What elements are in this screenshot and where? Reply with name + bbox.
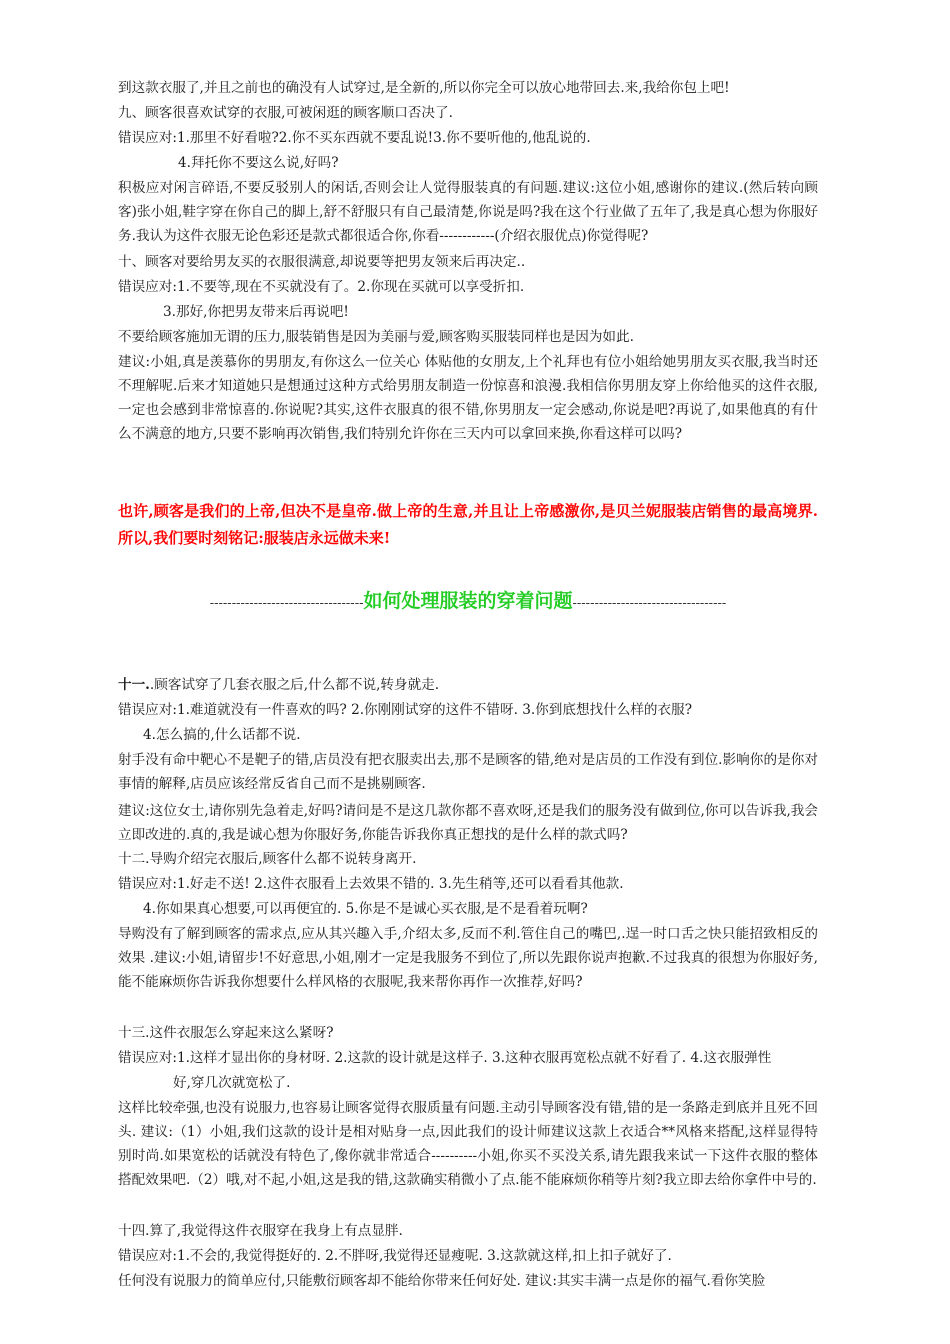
text-paragraph: 建议:这位女士,请你别先急着走,好吗?请问是不是这几款你都不喜欢呀,还是我们的服务没有做到位,你可以告诉我,我会立即改进的.真的,我是诚心想为你服好务,你能告诉我你真正想找的是什么样的款式吗? bbox=[118, 803, 818, 843]
text-line: 不要给顾客施加无谓的压力,服装销售是因为美丽与爱,顾客购买服装同样也是因为如此. bbox=[118, 329, 634, 345]
text-line: 错误应对:1.不会的,我觉得挺好的. 2.不胖呀,我觉得还显瘦呢. 3.这款就这样,扣上扣子就好了. bbox=[118, 1248, 672, 1264]
text-line: 3.那好,你把男友带来后再说吧! bbox=[163, 304, 349, 320]
text-paragraph: 建议:小姐,真是羡慕你的男朋友,有你这么一位关心 体贴他的女朋友,上个礼拜也有位小姐给她男朋友买衣服,我当时还不理解呢.后来才知道她只是想通过这种方式给男朋友制造一份惊喜和浪漫.我相信你男朋友穿上你给他买的这件衣服,一定也会感到非常惊喜的.你说呢?其实,这件衣服真的很不错,你男朋友一定会感动,你说是吧?再说了,如果他真的有什么不满意的地方,只要不影响再次销售,我们特别允许你在三天内可以拿回来换,你看这样可以吗? bbox=[118, 354, 818, 442]
text-line: 4.你如果真心想要,可以再便宜的. 5.你是不是诚心买衣服,是不是看着玩啊? bbox=[143, 901, 588, 917]
heading-dashes-left: ----------------------------------- bbox=[209, 596, 364, 611]
section-11-heading bbox=[118, 675, 818, 695]
section-12-heading: 十二.导购介绍完衣服后,顾客什么都不说转身离开. bbox=[118, 851, 417, 867]
text-line: 错误应对:1.好走不送! 2.这件衣服看上去效果不错的. 3.先生稍等,还可以看看其他款. bbox=[118, 876, 624, 892]
text-line: 错误应对:1.那里不好看啦?2.你不买东西就不要乱说!3.你不要听他的,他乱说的. bbox=[118, 130, 591, 146]
text-line: 任何没有说服力的简单应付,只能敷衍顾客却不能给你带来任何好处. 建议:其实丰满一点是你的福气.看你笑脸 bbox=[118, 1273, 766, 1289]
section-13-heading: 十三.这件衣服怎么穿起来这么紧呀? bbox=[118, 1025, 334, 1041]
text-line: 4.怎么搞的,什么话都不说. bbox=[143, 727, 301, 743]
text-line: 错误应对:1.这样才显出你的身材呀. 2.这款的设计就是这样子. 3.这种衣服再宽松点就不好看了. 4.这衣服弹性 bbox=[118, 1050, 772, 1066]
text-paragraph: 射手没有命中靶心不是靶子的错,店员没有把衣服卖出去,那不是顾客的错,绝对是店员的工作没有到位.影响你的是你对事情的解释,店员应该经常反省自己而不是挑剔顾客. bbox=[118, 752, 818, 792]
text-line: 错误应对:1.不要等,现在不买就没有了。2.你现在买就可以享受折扣. bbox=[118, 279, 525, 295]
section-14-heading: 十四.算了,我觉得这件衣服穿在我身上有点显胖. bbox=[118, 1223, 403, 1239]
text-paragraph: 这样比较牵强,也没有说服力,也容易让顾客觉得衣服质量有问题.主动引导顾客没有错,错的是一条路走到底并且死不回头. 建议:（1）小姐,我们这款的设计是相对贴身一点,因此我们的设计师建议这款上衣适合**风格来搭配,这样显得特别时尚.如果宽松的话就没有特色了,像你就非常适合----------小姐,你买不买没关系,请先跟我来试一下这件衣服的整体搭配效果吧.（2）哦,对不起,小姐,这是我的错,这款确实稍微小了点.能不能麻烦你稍等片刻?我立即去给你拿件中号的. bbox=[118, 1100, 818, 1188]
section-heading bbox=[118, 588, 818, 617]
motto-paragraph: 也许,顾客是我们的上帝,但决不是皇帝.做上帝的生意,并且让上帝感激你,是贝兰妮服装店销售的最高境界.所以,我们要时刻铭记:服装店永远做未来! bbox=[118, 502, 818, 547]
heading-title: 如何处理服装的穿着问题 bbox=[363, 590, 573, 612]
section-10-heading: 十、顾客对要给男友买的衣服很满意,却说要等把男友领来后再决定.. bbox=[118, 254, 526, 270]
heading-dashes-right: ----------------------------------- bbox=[572, 596, 727, 611]
text-paragraph: 积极应对闲言碎语,不要反驳别人的闲话,否则会让人觉得服装真的有问题.建议:这位小姐,感谢你的建议.(然后转向顾客)张小姐,鞋字穿在你自己的脚上,舒不舒服只有自己最清楚,你说是吗?我在这个行业做了五年了,我是真心想为你服好务.我认为这件衣服无论色彩还是款式都很适合你,你看------------(介绍衣服优点)你觉得呢? bbox=[118, 180, 818, 244]
section-9-heading: 九、顾客很喜欢试穿的衣服,可被闲逛的顾客顺口否决了. bbox=[118, 105, 453, 121]
section-11-text: .顾客试穿了几套衣服之后,什么都不说,转身就走. bbox=[149, 677, 440, 693]
text-line: 好,穿几次就宽松了. bbox=[173, 1075, 291, 1091]
text-line: 到这款衣服了,并且之前也的确没有人试穿过,是全新的,所以你完全可以放心地带回去.来,我给你包上吧! bbox=[118, 80, 730, 96]
text-line: 错误应对:1.难道就没有一件喜欢的吗? 2.你刚刚试穿的这件不错呀. 3.你到底想找什么样的衣服? bbox=[118, 702, 692, 718]
text-line: 4.拜托你不要这么说,好吗? bbox=[178, 155, 339, 171]
text-paragraph: 导购没有了解到顾客的需求点,应从其兴趣入手,介绍太多,反而不利.管住自己的嘴巴,.逞一时口舌之快只能招致相反的效果 .建议:小姐,请留步!不好意思,小姐,刚才一定是我服务不到位了,所以先跟你说声抱歉.不过我真的很想为你服好务,能不能麻烦你告诉我你想要什么样风格的衣服呢,我来帮你再作一次推荐,好吗? bbox=[118, 926, 818, 990]
section-11-number: 十一. bbox=[118, 677, 150, 693]
